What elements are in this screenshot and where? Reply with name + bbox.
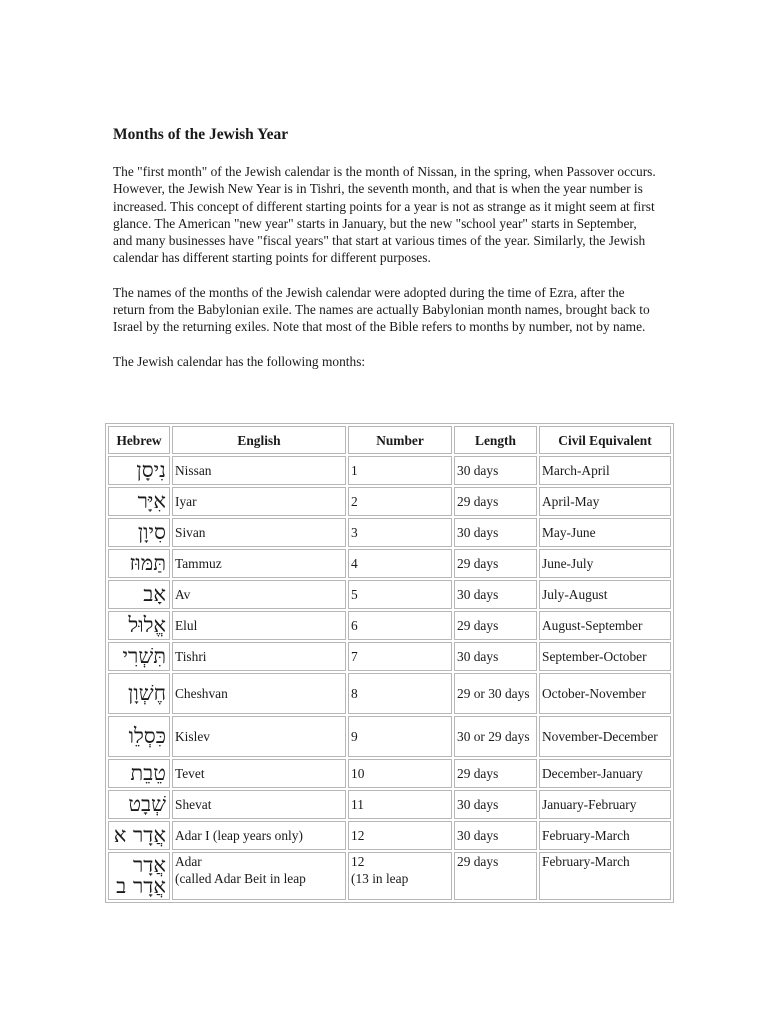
hebrew-cell: שְׁבָט [108,790,170,819]
header-length: Length [454,426,537,454]
english-adar-note: (called Adar Beit in leap [175,871,306,886]
english-cell: Kislev [172,716,346,757]
table-row [108,456,671,485]
number-cell: 9 [348,716,452,757]
number-cell: 5 [348,580,452,609]
header-english: English [172,426,346,454]
civil-cell: October-November [539,673,671,714]
hebrew-cell: אָב [108,580,170,609]
table-row [108,790,671,819]
english-cell: Tammuz [172,549,346,578]
english-cell [172,852,346,900]
civil-cell: February-March [539,852,671,900]
page-title: Months of the Jewish Year [113,126,289,143]
table-row [108,518,671,547]
number-cell: 7 [348,642,452,671]
hebrew-cell: כִּסְלֵו [108,716,170,757]
civil-cell: July-August [539,580,671,609]
civil-cell: June-July [539,549,671,578]
number-cell [348,852,452,900]
hebrew-cell: תַּמּוּז [108,549,170,578]
hebrew-adar-beit: אֲדָר ב [116,874,166,898]
intro-paragraph: The "first month" of the Jewish calendar is the month of Nissan, in the spring, when Passover occurs. However, the Jewish New Year is in Tishri, the seventh month, and that is when the year number is increased. This concept of different starting points for a year is not as strange as it might seem at first glance. The American "new year" starts in January, but the new "school year" starts in September, and many businesses have "fiscal years" that start at various times of the year. Similarly, the Jewish calendar has different starting points for different purposes. [113,164,656,266]
civil-cell: September-October [539,642,671,671]
table-row [108,642,671,671]
hebrew-adar: אֲדָר [132,853,166,877]
number-cell: 8 [348,673,452,714]
table-row [108,759,671,788]
english-cell: Nissan [172,456,346,485]
length-cell: 29 days [454,549,537,578]
english-cell: Adar I (leap years only) [172,821,346,850]
number-cell: 4 [348,549,452,578]
table-row [108,611,671,640]
length-cell: 30 days [454,456,537,485]
length-cell: 29 days [454,487,537,516]
civil-cell: May-June [539,518,671,547]
header-number: Number [348,426,452,454]
length-cell: 30 or 29 days [454,716,537,757]
civil-cell: April-May [539,487,671,516]
table-row [108,580,671,609]
civil-cell: December-January [539,759,671,788]
civil-cell: August-September [539,611,671,640]
civil-cell: January-February [539,790,671,819]
months-table [105,423,674,903]
number-value: 12 [351,854,365,869]
header-civil-equivalent: Civil Equivalent [539,426,671,454]
length-cell: 29 or 30 days [454,673,537,714]
document-body [113,126,658,387]
hebrew-cell: נִיסָן [108,456,170,485]
number-cell: 10 [348,759,452,788]
hebrew-cell [108,852,170,900]
english-cell: Elul [172,611,346,640]
length-cell: 29 days [454,852,537,900]
table-intro-paragraph: The Jewish calendar has the following months: [113,353,366,369]
table-row [108,487,671,516]
number-cell: 1 [348,456,452,485]
hebrew-cell: טֵבֵת [108,759,170,788]
table-header-row [108,426,671,454]
hebrew-cell: אֲדָר א [108,821,170,850]
hebrew-cell: חֶשְׁוָן [108,673,170,714]
table-row [108,716,671,757]
civil-cell: February-March [539,821,671,850]
civil-cell: March-April [539,456,671,485]
number-cell: 2 [348,487,452,516]
number-cell: 6 [348,611,452,640]
table-row [108,852,671,900]
length-cell: 29 days [454,611,537,640]
hebrew-cell: סִיוָן [108,518,170,547]
number-cell: 3 [348,518,452,547]
length-cell: 30 days [454,642,537,671]
table-row [108,821,671,850]
english-cell: Sivan [172,518,346,547]
english-adar: Adar [175,854,202,869]
table-row [108,673,671,714]
number-cell: 12 [348,821,452,850]
civil-cell: November-December [539,716,671,757]
english-cell: Tevet [172,759,346,788]
length-cell: 30 days [454,790,537,819]
english-cell: Cheshvan [172,673,346,714]
number-note: (13 in leap [351,871,409,886]
english-cell: Iyar [172,487,346,516]
hebrew-cell: אֱלוּל [108,611,170,640]
length-cell: 30 days [454,580,537,609]
length-cell: 30 days [454,821,537,850]
length-cell: 30 days [454,518,537,547]
english-cell: Shevat [172,790,346,819]
hebrew-cell: תִּשְׁרִי [108,642,170,671]
english-cell: Av [172,580,346,609]
english-cell: Tishri [172,642,346,671]
length-cell: 29 days [454,759,537,788]
history-paragraph: The names of the months of the Jewish calendar were adopted during the time of Ezra, after the return from the Babylonian exile. The names are actually Babylonian month names, brought back to Israel by the returning exiles. Note that most of the Bible refers to months by number, not by name. [113,284,650,335]
number-cell: 11 [348,790,452,819]
hebrew-cell: אִיָּר [108,487,170,516]
table-row [108,549,671,578]
header-hebrew: Hebrew [108,426,170,454]
